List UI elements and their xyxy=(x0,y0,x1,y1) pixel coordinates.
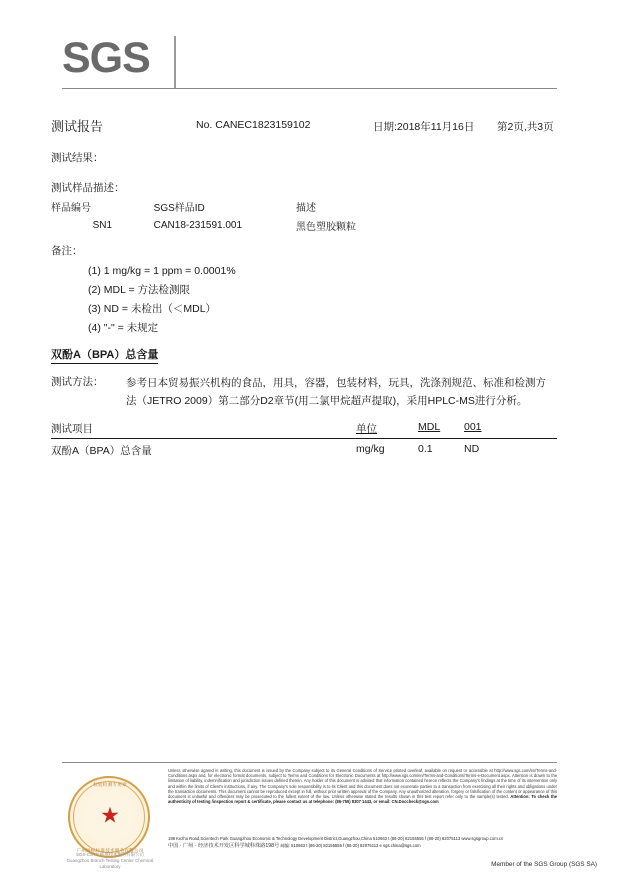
results-table xyxy=(51,421,557,458)
list-item: (3) ND = 未检出（＜MDL） xyxy=(88,303,217,315)
sgs-logo xyxy=(62,36,172,82)
remarks-list xyxy=(88,262,236,338)
list-item: (1) 1 mg/kg = 1 ppm = 0.0001% xyxy=(88,265,236,277)
column-header-unit: 单位 xyxy=(356,423,377,435)
footer-address xyxy=(168,835,557,850)
table-header-row xyxy=(51,421,557,439)
column-header-sample-no: 样品编号 xyxy=(51,203,91,214)
cell-sample-no: SN1 xyxy=(92,220,113,231)
footer-member-note: Member of the SGS Group (SGS SA) xyxy=(491,861,597,868)
sample-table xyxy=(51,198,471,234)
section-heading: 双酚A（BPA）总含量 xyxy=(51,346,158,364)
stamp-caption-line: Guangzhou Branch Testing Center Chemical Laboratory xyxy=(66,858,154,869)
cell-test-item: 双酚A（BPA）总含量 xyxy=(51,445,152,457)
company-stamp xyxy=(62,772,158,869)
footer-disclaimer xyxy=(168,768,557,804)
cell-unit: mg/kg xyxy=(356,443,385,455)
cell-description: 黑色塑胶颗粒 xyxy=(295,222,356,233)
stamp-caption-line: SGS-CSTC 标准技术服务有限公司 xyxy=(76,852,144,857)
stamp-caption xyxy=(62,852,158,870)
sample-description-label: 测试样品描述： xyxy=(51,182,125,194)
report-date: 日期:2018年11月16日 xyxy=(373,121,475,133)
column-header-001: 001 xyxy=(464,421,482,433)
stamp-arc-top-text: 检验检测专用章 xyxy=(93,782,127,787)
footer-attention-text[interactable]: Attention: To check the authenticity of testing /inspection report & certificate, please contact us at telephone: (86-755) 8307 1443, or email: CN.Doccheck@sgs.com xyxy=(168,794,558,805)
table-header-row xyxy=(51,198,471,217)
method-line: 参考日本贸易振兴机构的食品，用具，容器，包装材料，玩具，洗涤剂规范、标准和检测方 xyxy=(126,377,546,389)
footer-disclaimer-text: Unless otherwise agreed in writing, this document is issued by the Company subject to its General Conditions of Service printed overleaf, available on request or accessible at http://www.sgs.com/en/Terms-and-Conditions.aspx and, for electronic format documents, subject to Terms and Conditions for Electronic Documents at http://www.sgs.com/en/Terms-and-Conditions/Terms-e-Document.aspx. Attention is drawn to the limitation of liability, indemnification and jurisdiction issues defined therein. Any holder of this document is advised that information contained hereon reflects the Company's findings at the time of its intervention only and within the limits of Client's instructions, if any. The Company's sole responsibility is to its Client and this document does not exonerate parties to a transaction from exercising all their rights and obligations under the transaction documents. This document cannot be reproduced except in full, without prior written approval of the Company. Any unauthorized alteration, forgery or falsification of the content or appearance of this document is unlawful and offenders may be prosecuted to the fullest extent of the law. Unless otherwise stated the results shown in this test report refer only to the sample(s) tested. xyxy=(168,768,557,800)
column-header-test-item: 测试项目 xyxy=(51,423,93,435)
header-divider xyxy=(62,88,557,89)
column-header-description: 描述 xyxy=(295,203,316,214)
report-number: No. CANEC1823159102 xyxy=(196,119,311,131)
column-header-sgs-id: SGS样品ID xyxy=(153,203,205,214)
cell-mdl: 0.1 xyxy=(418,443,433,455)
footer-address-en: 198 Kezhu Road,Scientech Park Guangzhou Economic & Technology Development District,Guangzhou,China 510663 t (86-20) 82155555 f (86-20) 82075113 www.sgsgroup.com.cn xyxy=(168,836,504,841)
footer-divider xyxy=(62,762,557,763)
table-row xyxy=(51,217,471,234)
footer-address-cn-row xyxy=(168,842,557,850)
cell-sgs-id: CAN18-231591.001 xyxy=(153,220,243,231)
method-line: 法（JETRO 2009）第二部分D2章节(用二氯甲烷超声提取)，采用HPLC-MS进行分析。 xyxy=(126,395,528,407)
remarks-label: 备注： xyxy=(51,245,83,257)
footer-address-cn: 中国 · 广州 · 经济技术开发区科学城科珠路198号 xyxy=(168,843,280,849)
page-title: 测试报告 xyxy=(51,119,104,134)
cell-result-001: ND xyxy=(464,443,480,455)
method-text xyxy=(126,374,546,410)
results-label: 测试结果： xyxy=(51,152,104,164)
table-row xyxy=(51,439,557,458)
star-icon: ★ xyxy=(100,802,120,828)
footer-address-cn-tail: 邮编: 510663 t (86-20) 82155555 f (86-20) 82075113 e sgs.china@sgs.com xyxy=(280,843,421,848)
method-label: 测试方法： xyxy=(51,376,104,388)
list-item: (2) MDL = 方法检测限 xyxy=(88,284,190,296)
stamp-arc-bottom-text: 广州通标标准技术服务有限公司 xyxy=(76,848,144,853)
column-header-mdl: MDL xyxy=(418,421,441,433)
list-item: (4) "-" = 未规定 xyxy=(88,322,159,334)
logo-divider xyxy=(174,36,176,88)
page-indicator: 第2页,共3页 xyxy=(497,121,554,133)
sgs-logo-text: SGS xyxy=(62,34,150,82)
